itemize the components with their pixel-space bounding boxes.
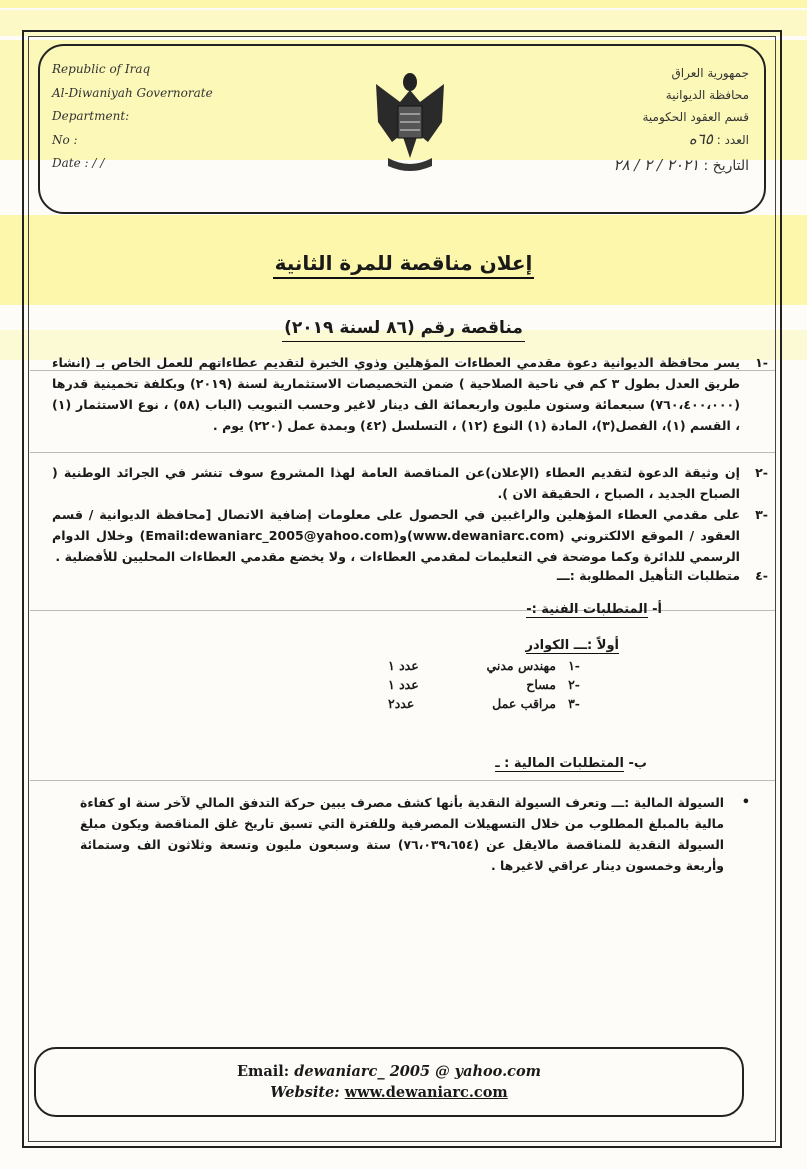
cadre-count: عدد ١ bbox=[388, 677, 419, 692]
email-label: Email: bbox=[237, 1063, 290, 1080]
hdr-ar-line: محافظة الديوانية bbox=[665, 88, 749, 102]
financial-liquidity-paragraph bbox=[80, 792, 750, 876]
footer-email bbox=[34, 1063, 744, 1080]
paragraph-number: -٣ bbox=[755, 507, 768, 522]
cadre-number: -٣ bbox=[568, 696, 580, 711]
cadre-title: مهندس مدني bbox=[486, 658, 556, 673]
date-label: التاريخ : bbox=[703, 158, 749, 174]
iraq-eagle-emblem-icon bbox=[370, 62, 450, 174]
section-title: المتطلبات المالية : ـ bbox=[495, 756, 624, 771]
paragraph-number: -١ bbox=[755, 355, 768, 370]
paragraph-text: السيولة المالية :ـــ وتعرف السيولة النقدية بأنها كشف مصرف يبين حركة التدفق المالي لآخر سنة او كفاءة مالية بالمبلغ المطلوب من خلال التسهيلات المصرفية وللفترة التي تسبق تاريخ غلق المناقصة ويكون مبلغ السيولة النقدية للمناقصة مالايقل عن (٧٦،٠٣٩،٦٥٤) ستة وسبعون مليون وتسعة وثلاثون الف وستمائة وأربعة وخمسون دينار عراقي لاغيرها . bbox=[80, 795, 724, 873]
cadre-number: -٢ bbox=[568, 677, 580, 692]
cadre-number: -١ bbox=[568, 658, 580, 673]
section-title: المتطلبات الفنية :- bbox=[526, 602, 648, 617]
paragraph-3 bbox=[52, 504, 768, 567]
financial-requirements-heading bbox=[495, 756, 647, 771]
paragraph-text: يسر محافظة الديوانية دعوة مقدمي العطاءات المؤهلين وذوي الخبرة لتقديم عطاءاتهم للعمل الخاص بـ (انشاء طريق العدل بطول ٣ كم في ناحية الصلاحية ) ضمن التخصيصات الاستثمارية لسنة (٢٠١٩) وبكلفة تخمينية قدرها (٧٦٠،٤٠٠،٠٠٠) سبعمائة وستون مليون واربعمائة الف دينار لاغير وحسب التبويب (الباب (٥٨) ، نوع الاستثمار (١) ، القسم (١)، الفصل(٣)، المادة (١) النوع (١٢) ، التسلسل (٤٢) وبمدة عمل (٢٢٠) يوم . bbox=[52, 355, 741, 433]
hdr-ar-line: جمهورية العراق bbox=[671, 66, 749, 80]
cadre-title: مساح bbox=[526, 677, 556, 692]
email-value[interactable]: dewaniarc_ 2005 @ yahoo.com bbox=[294, 1063, 541, 1080]
hdr-number-row bbox=[589, 128, 749, 150]
footer-website bbox=[34, 1084, 744, 1101]
hdr-ar-line: قسم العقود الحكومية bbox=[642, 110, 749, 124]
paragraph-number: -٤ bbox=[755, 568, 768, 583]
paragraph-4 bbox=[52, 565, 768, 586]
section-label: ب- bbox=[628, 756, 647, 771]
paragraph-text: متطلبات التأهيل المطلوبة :ـــ bbox=[556, 568, 740, 583]
cadre-title: مراقب عمل bbox=[492, 696, 556, 711]
technical-requirements-heading bbox=[526, 602, 662, 617]
hdr-en-line: Department: bbox=[52, 109, 130, 123]
paragraph-number: -٢ bbox=[755, 465, 768, 480]
cadres-heading: أولاً :ـــ الكوادر bbox=[525, 638, 619, 653]
announcement-title: إعلان مناقصة للمرة الثانية bbox=[0, 251, 807, 275]
hdr-en-line: Al-Diwaniyah Governorate bbox=[52, 85, 213, 100]
number-label: العدد : bbox=[716, 133, 749, 147]
section-label: أ- bbox=[652, 602, 662, 617]
website-link[interactable]: www.dewaniarc.com bbox=[344, 1084, 508, 1101]
paragraph-text: على مقدمي العطاء المؤهلين والراغبين في الحصول على معلومات إضافية الاتصال [محافظة الديوانية / قسم العقود / الموقع الالكتروني (www.dewaniarc.com)و(Email:dewaniarc_2005@yahoo.com) وخلال الدوام الرسمي للدائرة وكما موضحة في التعليمات لمقدمي العطاءات ، ولا يخضع مقدمي العطاءات المحليين للأفضلية . bbox=[52, 507, 740, 564]
letterhead-english bbox=[52, 58, 213, 176]
paragraph-2 bbox=[52, 462, 768, 504]
footer-box bbox=[34, 1047, 744, 1117]
hdr-en-line: Date : / / bbox=[52, 156, 105, 170]
tender-number-title: مناقصة رقم (٨٦ لسنة ٢٠١٩) bbox=[0, 318, 807, 338]
website-label: Website: bbox=[270, 1084, 340, 1101]
cadre-count: عدد ١ bbox=[388, 658, 419, 673]
hdr-date-row bbox=[589, 154, 749, 176]
paragraph-1 bbox=[52, 352, 768, 436]
cadre-count: عدد٢ bbox=[388, 696, 415, 711]
paragraph-text: إن وثيقة الدعوة لتقديم العطاء (الإعلان)عن المناقصة العامة لهذا المشروع سوف تنشر في الجرائد الوطنية ( الصباح الجديد ، الصباح ، الحقيقة الان ). bbox=[52, 465, 740, 501]
cadre-row bbox=[390, 658, 580, 677]
bullet-icon: • bbox=[741, 795, 750, 810]
date-value: ٢٠٢١ / ٢ / ٢٨ bbox=[613, 156, 700, 174]
cadre-row bbox=[390, 696, 580, 715]
letterhead-arabic bbox=[589, 62, 749, 176]
cadre-row bbox=[390, 677, 580, 696]
hdr-en-line: No : bbox=[52, 132, 78, 147]
number-value: ٦٥ه bbox=[688, 130, 713, 148]
hdr-en-line: Republic of Iraq bbox=[52, 62, 151, 76]
